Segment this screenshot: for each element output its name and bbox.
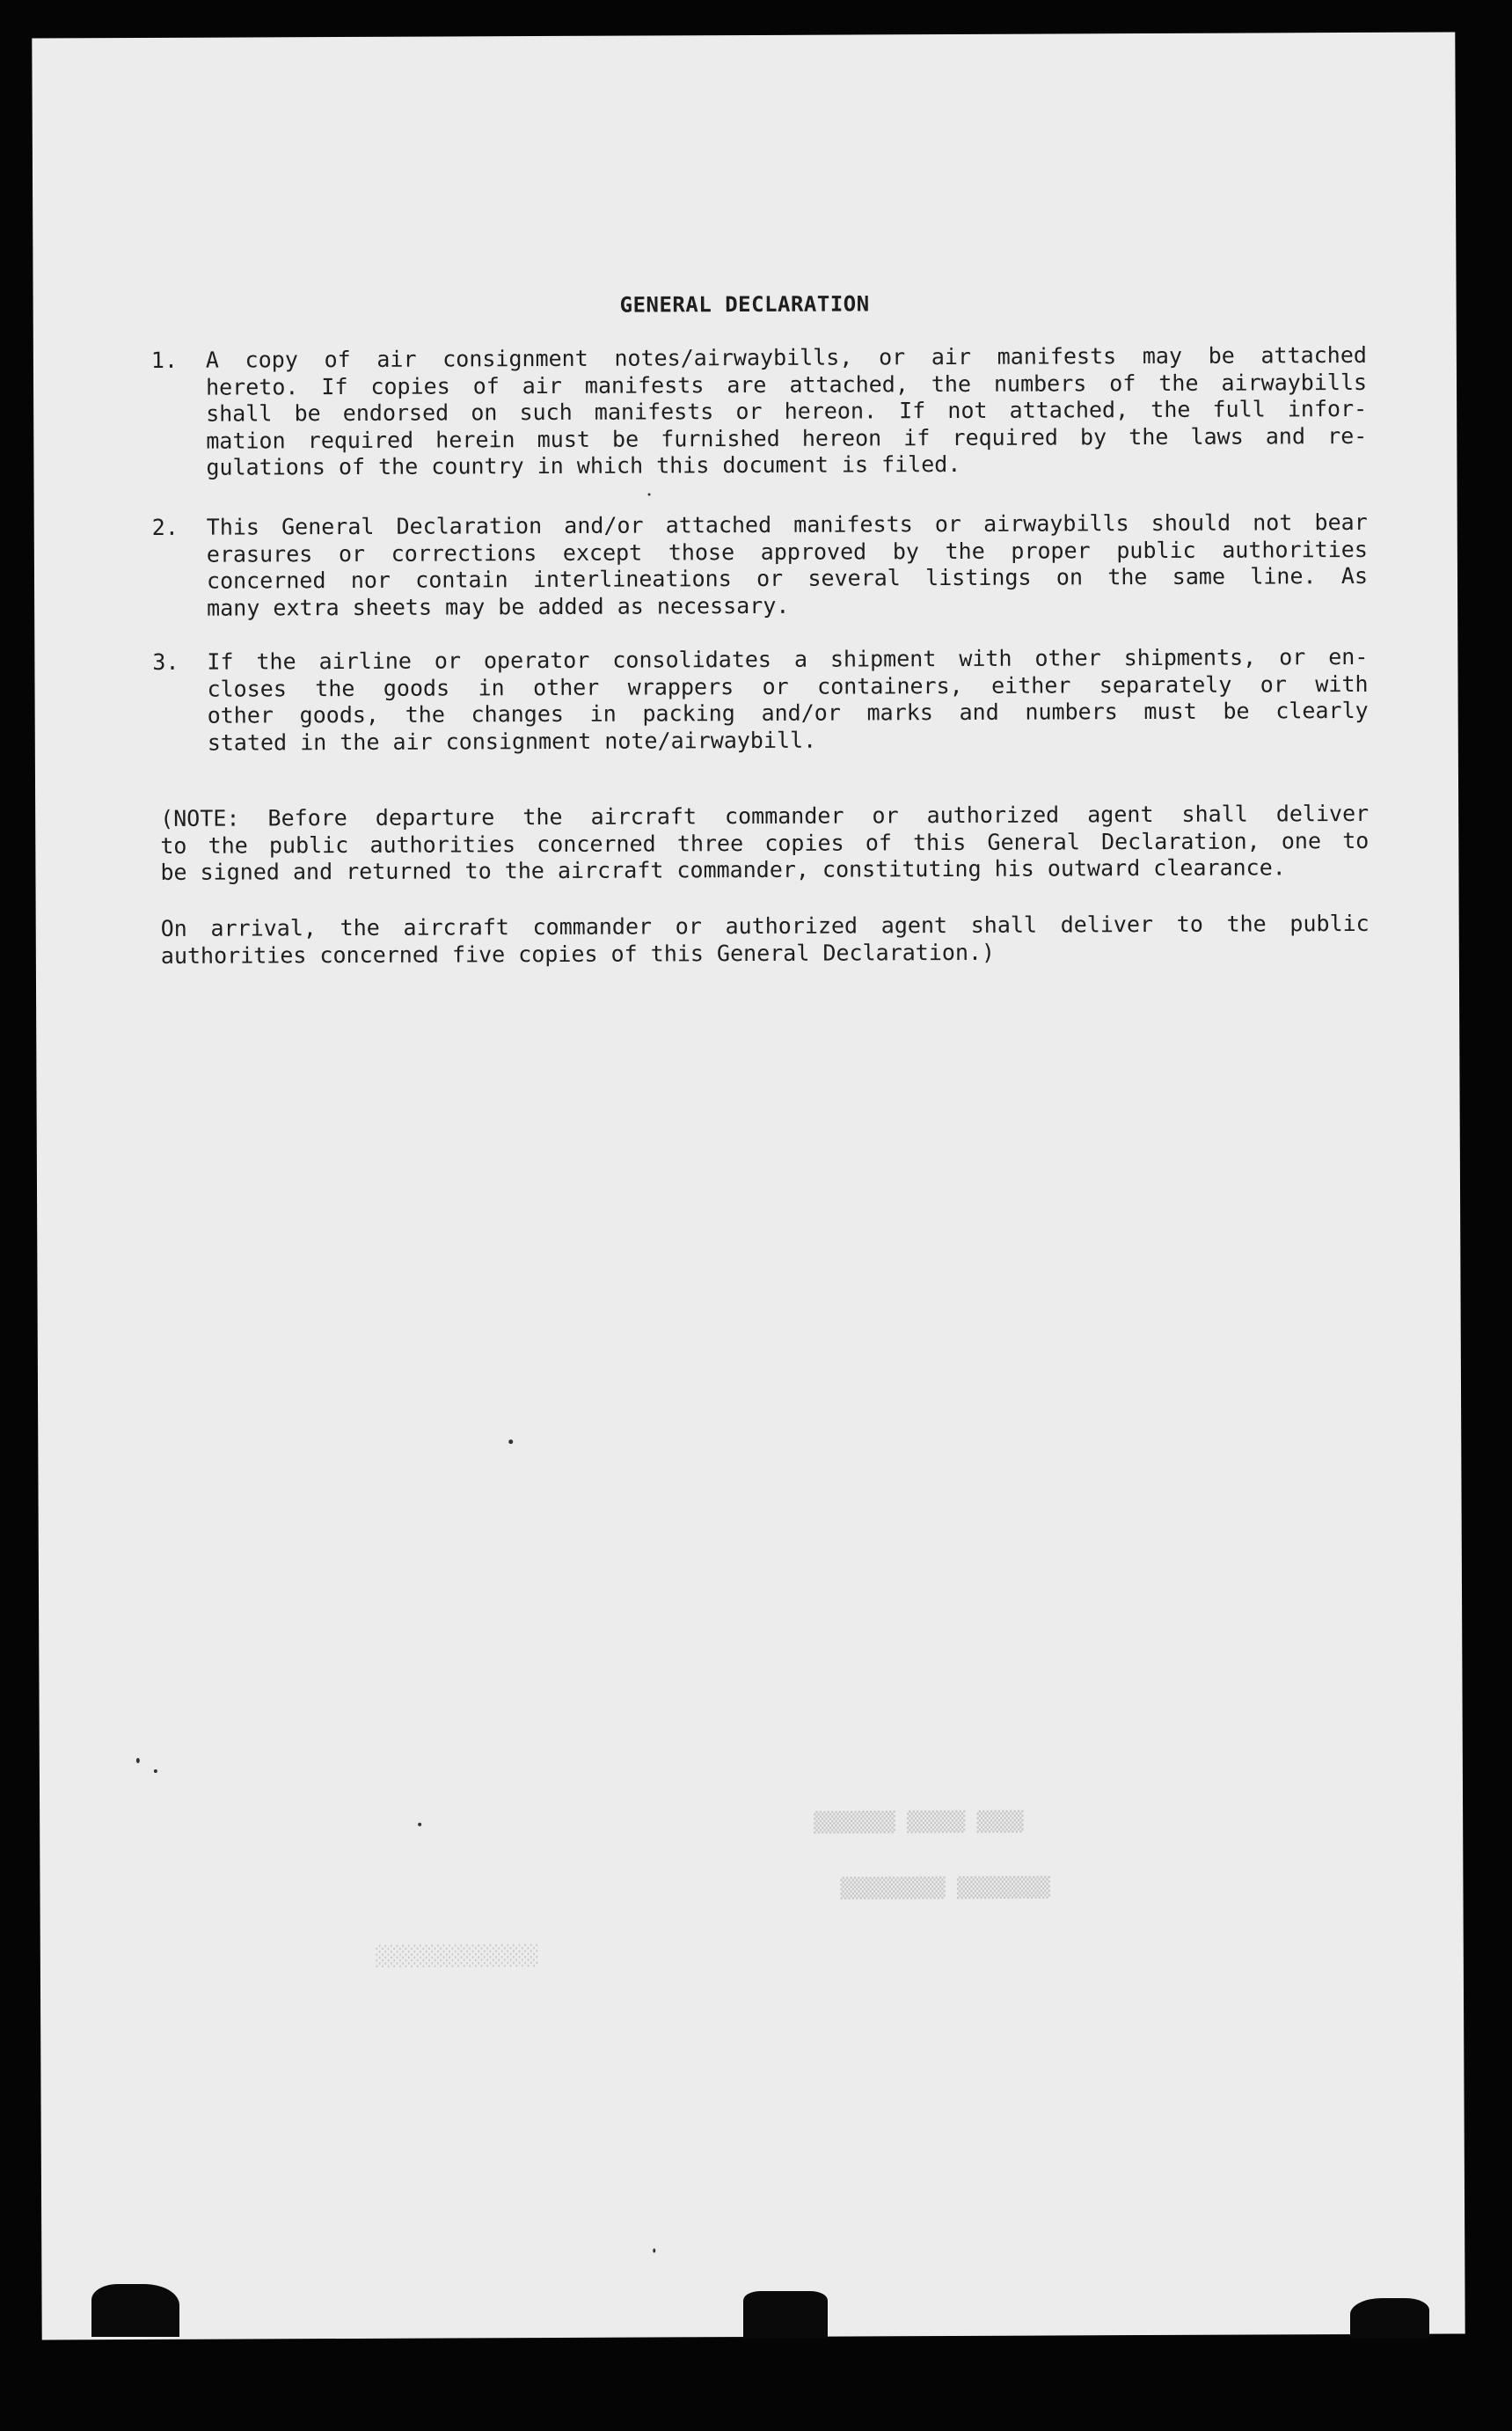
note-paragraph [160,801,1369,886]
text-line: many extra sheets may be added as necessary. [207,592,790,621]
speck [508,1439,513,1444]
speck [648,493,651,495]
item-text [207,509,1369,622]
item-text [206,342,1368,481]
text-line: stated in the air consignment note/airwaybill. [207,727,817,756]
bleed-through-mark: ▒▒▒▒▒▒▒▒ ▒▒▒▒▒▒▒▒▒ [840,1877,1050,1900]
text-line: to the public authorities concerned three copies of this General Declaration, one to [160,827,1370,859]
text-line: (NOTE: Before departure the aircraft commander or authorized agent shall deliver [160,800,1370,831]
text-line: mation required herein must be furnished hereon if required by the laws and re- [206,422,1368,454]
text-line: other goods, the changes in packing and/or marks and numbers must be clearly [207,697,1369,729]
text-line: gulations of the country in which this document is filed. [206,450,961,480]
text-line: This General Declaration and/or attached manifests or airwaybills should not bear [206,509,1368,540]
declaration-page [32,32,1465,2339]
note-paragraph [161,911,1370,970]
list-item [152,643,1369,756]
speck [154,1769,157,1773]
scan-blot [1350,2298,1429,2339]
bleed-through-mark: ▒▒▒▒ ▒▒▒▒▒ ▒▒▒▒▒▒▒ [814,1811,1024,1834]
text-line: concerned nor contain interlineations or several listings on the same line. As [206,562,1369,594]
speck [136,1758,140,1763]
text-line: authorities concerned five copies of this General Declaration.) [160,939,996,969]
scan-blot [91,2284,179,2337]
item-number: 1. [150,347,179,373]
text-line: hereto. If copies of air manifests are attached, the numbers of the airwaybills [205,369,1368,400]
speck [653,2248,655,2252]
item-number: 3. [152,648,179,675]
document-title: GENERAL DECLARATION [619,291,870,318]
item-text [207,644,1369,757]
bleed-through-mark: ░░░░░░░░░░░░░░ [374,1945,538,1968]
paper-sheet [32,32,1465,2339]
list-item [151,509,1369,621]
list-item [150,341,1368,480]
text-line: On arrival, the aircraft commander or authorized agent shall deliver to the public [160,910,1370,941]
text-line: If the airline or operator consolidates a shipment with other shipments, or en- [207,643,1369,675]
text-line: be signed and returned to the aircraft commander, constituting his outward clearance. [160,854,1286,885]
speck [418,1823,421,1827]
text-line: shall be endorsed on such manifests or hereon. If not attached, the full infor- [206,395,1368,427]
scan-blot [743,2291,828,2339]
text-line: erasures or corrections except those approved by the proper public authorities [206,536,1368,567]
text-line: A copy of air consignment notes/airwaybills, or air manifests may be attached [205,341,1367,373]
item-number: 2. [151,514,179,540]
text-line: closes the goods in other wrappers or containers, either separately or with [207,670,1369,702]
